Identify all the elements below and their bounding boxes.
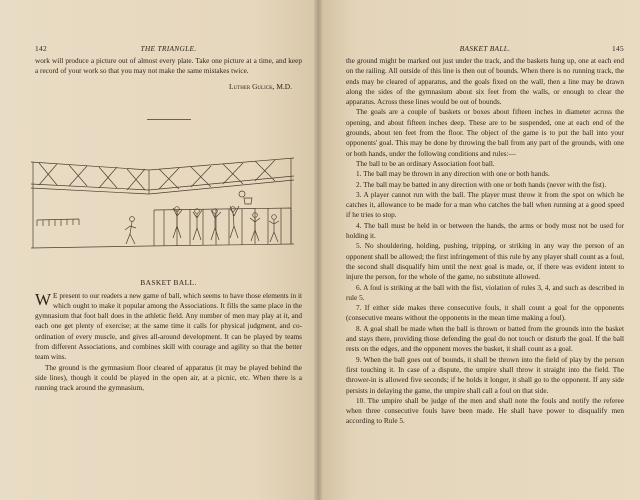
right-page-number: 145 xyxy=(612,44,624,53)
author-signature: Luther Gulick, M.D. xyxy=(229,81,292,91)
rule-item: 4. The ball must be held in or between the hands, the arms or body must not be used for holding it. xyxy=(346,221,624,241)
left-page-number: 142 xyxy=(35,44,47,53)
rule-item: 8. A goal shall be made when the ball is thrown or batted from the grounds into the basket and stays there, providing those defending the goal do not touch or disturb the goal. If the ball rests on the edges, and the opponent moves the basket, it shall count as a goal. xyxy=(346,324,624,354)
section-title: BASKET BALL. xyxy=(140,277,197,287)
basketball-game-drawing xyxy=(29,148,294,268)
right-running-title: BASKET BALL. xyxy=(459,44,511,53)
rule-item: 9. When the ball goes out of bounds, it shall be thrown into the field of play by the person first touching it. In case of a dispute, the umpire shall throw it straight into the field. The thrower-in is allowed five seconds; if he holds it longer, it shall go to the opponent. If any side persists in delaying the game, the umpire shall call a foul on that side. xyxy=(346,355,624,395)
rule-item: 2. The ball may be batted in any direction with one or both hands (never with the fist). xyxy=(356,180,607,189)
opening-paragraph: work will produce a picture out of almost every plate. Take one picture at a time, and keep a record of your work so that you may not make the same mistakes twice. xyxy=(35,57,302,76)
rule-item: 5. No shouldering, holding, pushing, tripping, or striking in any way the person of an opponent shall be allowed; the first infringement of this rule by any player shall count as a foul, the second shall disqualify him until the next goal is made, or, if there was evident intent to injure the person, for the whole of the game, no substitute allowed. xyxy=(346,242,624,282)
rule-item: 7. If either side makes three consecutive fouls, it shall count a goal for the opponents (consecutive means without the opponents in the mean time making a foul). xyxy=(346,304,624,323)
rule-item: 3. A player cannot run with the ball. The player must throw it from the spot on which he catches it, allowance to be made for a man who catches the ball when running at a good speed if he tries to stop. xyxy=(346,190,624,220)
left-running-title: THE TRIANGLE. xyxy=(140,44,197,53)
paragraph-2: The goals are a couple of baskets or boxes about fifteen inches in diameter across the opening, and about fifteen inches deep. These are to be suspended, one at each end of the grounds, about ten feet from the floor. The object of the game is to put the ball into your opponents' goal. This may be done by throwing the ball from any part of the grounds, with one or both hands, under the following conditions and rules:— xyxy=(346,108,624,158)
drop-cap: W xyxy=(35,289,52,309)
right-running-head xyxy=(346,44,624,56)
right-page xyxy=(318,0,640,500)
rule-item: 1. The ball may be thrown in any direction with one or both hands. xyxy=(356,170,550,179)
section-divider xyxy=(147,119,191,120)
section-paragraph-1 xyxy=(35,291,302,363)
paragraph-1: the ground might be marked out just under the track, and the baskets hung up, one at each end on the railing. All outside of this line is then out of bounds. When there is no running track, the ends may be cleared of apparatus, and the goals fixed on the wall, then a line may be drawn along the sides of the gymnasium about six feet from the walls, or enough to clear the apparatus. Across these lines would be out of bounds. xyxy=(346,57,624,107)
section-paragraph-1-text: E present to our readers a new game of ball, which seems to have those elements in it which ought to make it popular among the Associations. It fills the same place in the gymnasium that foot ball does in the athletic field. Any number of men may play at it, and each one get plenty of exercise; at the same time it calls for physical judgment, and co-ordination of every muscle, and gives all-around development. It can be played by teams from different Associations, and combines skill with courage and agility so that the better team wins. xyxy=(35,291,302,362)
rules-list xyxy=(346,169,624,426)
left-running-head xyxy=(35,44,302,56)
left-page xyxy=(0,0,318,500)
paragraph-3: The ball to be an ordinary Association foot ball. xyxy=(356,159,495,168)
section-paragraph-2: The ground is the gymnasium floor cleared of apparatus (it may be played behind the side lines), though it could be played in the open air, at a picnic, etc. When there is a running track around the gymnasium, xyxy=(35,363,302,393)
gymnasium-illustration xyxy=(29,148,294,268)
book-gutter xyxy=(314,0,322,500)
rule-item: 6. A foul is striking at the ball with the fist, violation of rules 3, 4, and such as described in rule 5. xyxy=(346,283,624,302)
rule-item: 10. The umpire shall be judge of the men and shall note the fouls and notify the referee when three consecutive fouls have been made. He shall have power to disqualify men according to Rule 5. xyxy=(346,396,624,426)
